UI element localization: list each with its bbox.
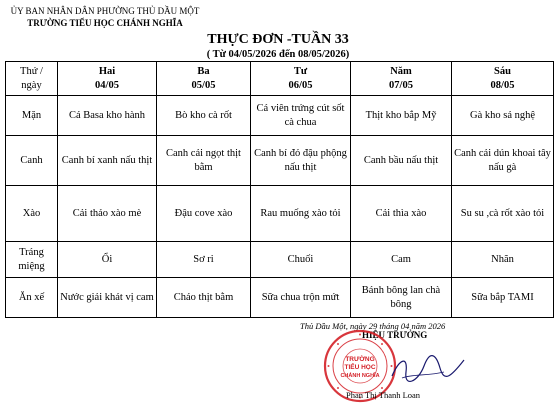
menu-cell: Sơ ri	[157, 242, 251, 278]
day-date: 08/05	[490, 79, 515, 91]
day-name: Hai	[98, 65, 116, 77]
menu-table	[5, 61, 554, 318]
principal-name: Phan Thị Thanh Loan	[346, 390, 421, 400]
day-header-tue	[157, 62, 251, 96]
day-header-mon	[58, 62, 157, 96]
menu-cell: Nước giải khát vị cam	[58, 278, 157, 318]
menu-cell: Canh bí đỏ đậu phộng nấu thịt	[251, 136, 351, 186]
menu-cell: Đậu cove xào	[157, 186, 251, 242]
day-date: 04/05	[95, 79, 119, 91]
principal-title: HIỆU TRƯỞNG	[362, 330, 428, 340]
menu-cell: Nhãn	[452, 242, 554, 278]
menu-cell: Canh cải dún khoai tây nấu gà	[452, 136, 554, 186]
menu-cell: Cải thìa xào	[351, 186, 452, 242]
menu-cell: Gà kho sả nghệ	[452, 96, 554, 136]
day-header-wed	[251, 62, 351, 96]
seal-text-line3: CHÁNH NGHĨA	[340, 373, 380, 379]
table-row-stir-fry	[6, 186, 554, 242]
day-header-fri	[452, 62, 554, 96]
menu-cell: Bánh bông lan chà bông	[351, 278, 452, 318]
menu-cell: Cháo thịt bằm	[157, 278, 251, 318]
row-label: Canh	[6, 136, 58, 186]
seal-text-line2: TIỂU HỌC	[344, 364, 376, 371]
corner-header-cell	[6, 62, 58, 96]
menu-cell: Chuối	[251, 242, 351, 278]
table-row-dessert	[6, 242, 554, 278]
row-label: Ăn xế	[6, 278, 58, 318]
menu-cell: Cải thảo xào mè	[58, 186, 157, 242]
seal-text-line1: TRƯỜNG	[345, 356, 375, 363]
handwritten-signature-icon	[388, 348, 468, 388]
menu-cell: Canh bí xanh nấu thịt	[58, 136, 157, 186]
menu-cell: Thịt kho bắp Mỹ	[351, 96, 452, 136]
corner-label-day: Thứ /	[20, 65, 43, 77]
menu-cell: Cam	[351, 242, 452, 278]
table-row-soup	[6, 136, 554, 186]
menu-cell: Sữa chua trộn mứt	[251, 278, 351, 318]
table-row-main-dish	[6, 96, 554, 136]
menu-cell: Rau muống xào tỏi	[251, 186, 351, 242]
day-name: Năm	[390, 65, 412, 77]
menu-cell: Cá viên trứng cút sốt cà chua	[251, 96, 351, 136]
menu-cell: Canh bầu nấu thịt	[351, 136, 452, 186]
day-date: 05/05	[191, 79, 216, 91]
menu-cell: Canh cải ngọt thịt bằm	[157, 136, 251, 186]
row-label: Mặn	[6, 96, 58, 136]
agency-header: ỦY BAN NHÂN DÂN PHƯỜNG THỦ DẦU MỘT	[10, 6, 200, 16]
menu-cell: Bò kho cà rốt	[157, 96, 251, 136]
table-row-snack	[6, 278, 554, 318]
day-name: Tư	[293, 65, 308, 77]
menu-date-range: ( Từ 04/05/2026 đến 08/05/2026)	[206, 49, 350, 60]
day-header-thu	[351, 62, 452, 96]
menu-cell: Cá Basa kho hành	[58, 96, 157, 136]
day-date: 07/05	[389, 79, 413, 91]
day-name: Sáu	[494, 65, 511, 77]
row-label: Xào	[6, 186, 58, 242]
day-date: 06/05	[288, 79, 313, 91]
menu-cell: Ổi	[58, 242, 157, 278]
menu-cell: Sữa bắp TAMI	[452, 278, 554, 318]
corner-label-date: ngày	[21, 79, 42, 91]
school-name: TRƯỜNG TIỂU HỌC CHÁNH NGHĨA	[27, 18, 183, 28]
row-label: Tráng miệng	[6, 242, 58, 278]
menu-title: THỰC ĐƠN -TUẦN 33	[207, 32, 349, 47]
menu-cell: Su su ,cà rốt xào tỏi	[452, 186, 554, 242]
signature-place-date: Thủ Dầu Một, ngày 29 tháng 04 năm 2026	[300, 321, 446, 331]
day-name: Ba	[197, 65, 210, 77]
table-header-row	[6, 62, 554, 96]
